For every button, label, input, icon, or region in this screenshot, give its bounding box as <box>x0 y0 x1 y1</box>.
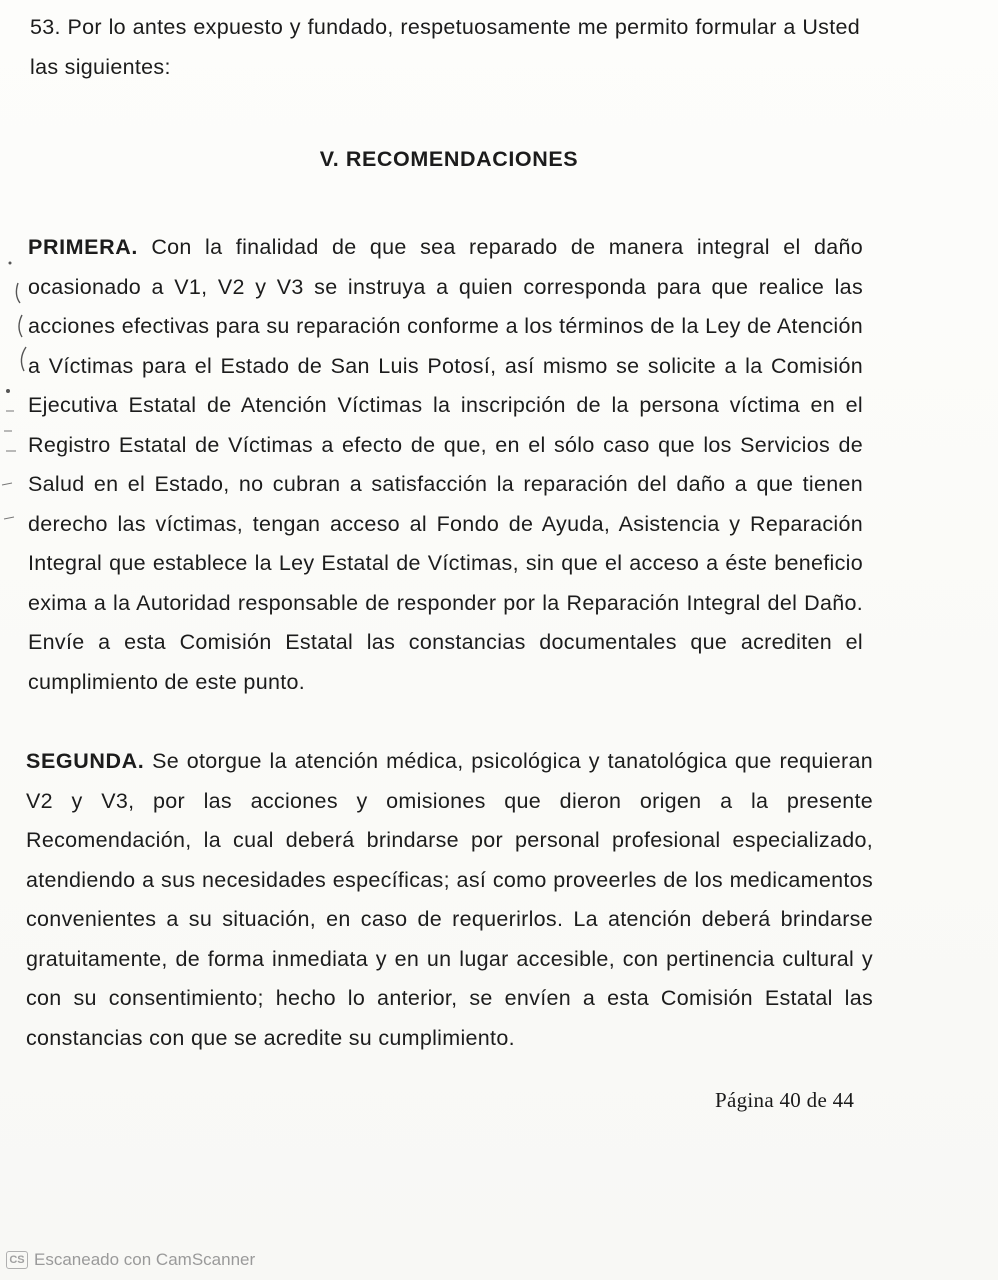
camscanner-watermark <box>6 1248 255 1272</box>
primera-text: Con la finalidad de que sea reparado de manera integral el daño ocasionado a V1, V2 y V3 se instruya a quien corresponda para que realice las acciones efectivas para su reparación conforme a los términos de la Ley de Atención a Víctimas para el Estado de San Luis Potosí, así mismo se solicite a la Comisión Ejecutiva Estatal de Atención Víctimas la inscripción de la persona víctima en el Registro Estatal de Víctimas a efecto de que, en el sólo caso que los Servicios de Salud en el Estado, no cubran a satisfacción la reparación del daño a que tienen derecho las víctimas, tengan acceso al Fondo de Ayuda, Asistencia y Reparación Integral que establece la Ley Estatal de Víctimas, sin que el acceso a éste beneficio exima a la Autoridad responsable de responder por la Reparación Integral del Daño. Envíe a esta Comisión Estatal las constancias documentales que acrediten el cumplimiento de este punto. <box>28 235 863 694</box>
margin-stamp-marks <box>0 255 40 535</box>
paragraph-53: 53. Por lo antes expuesto y fundado, respetuosamente me permito formular a Usted las siguientes: <box>30 15 860 79</box>
camscanner-logo-icon: CS <box>6 1251 28 1269</box>
segunda-text: Se otorgue la atención médica, psicológica y tanatológica que requieran V2 y V3, por las acciones y omisiones que dieron origen a la presente Recomendación, la cual deberá brindarse por personal profesional especializado, atendiendo a sus necesidades específicas; así como proveerles de los medicamentos convenientes a su situación, en caso de requerirlos. La atención deberá brindarse gratuitamente, de forma inmediata y en un lugar accesible, con pertinencia cultural y con su consentimiento; hecho lo anterior, se envíen a esta Comisión Estatal las constancias con que se acredite su cumplimiento. <box>26 749 873 1050</box>
page-number: Página 40 de 44 <box>715 1088 855 1112</box>
segunda-label: SEGUNDA. <box>26 749 145 773</box>
watermark-text: Escaneado con CamScanner <box>34 1250 256 1269</box>
recommendation-segunda <box>26 742 873 1058</box>
recommendation-primera <box>28 228 863 702</box>
section-heading <box>0 147 998 172</box>
primera-label: PRIMERA. <box>28 235 138 259</box>
section-heading-text: V. RECOMENDACIONES <box>319 147 579 171</box>
stamp-marks-icon <box>0 255 40 535</box>
